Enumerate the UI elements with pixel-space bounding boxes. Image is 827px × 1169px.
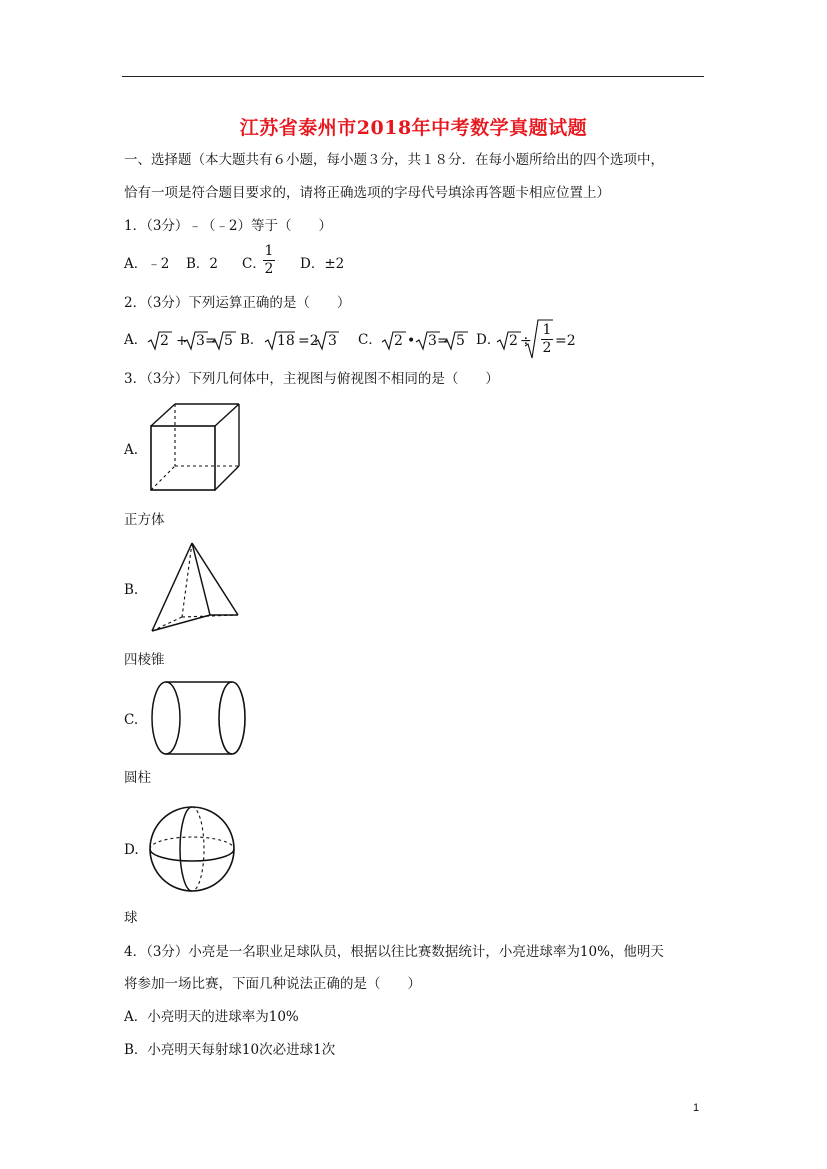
q2-option-c-label: C． bbox=[358, 332, 382, 348]
q4-stem-line2: 将参加一场比赛，下面几种说法正确的是（ ） bbox=[124, 976, 421, 992]
section-intro-line1: 一、选择题（本大题共有６小题，每小题３分，共１８分．在每小题所给出的四个选项中， bbox=[124, 152, 664, 168]
header-rule bbox=[122, 76, 704, 77]
cylinder-figure bbox=[146, 678, 250, 760]
q2-option-a-label: A． bbox=[124, 332, 148, 348]
q2-d-fraction bbox=[541, 322, 553, 357]
section-intro-line2: 恰有一项是符合题目要求的，请将正确选项的字母代号填涂再答题卡相应位置上） bbox=[124, 185, 610, 201]
q3-option-a-label: A. bbox=[124, 442, 139, 458]
q2-d-equals: =2 bbox=[555, 333, 576, 349]
q2-b-radicand-2: 3 bbox=[328, 333, 337, 349]
q2-a-radicand-2: 3 bbox=[196, 333, 205, 349]
q1-c-denominator: 2 bbox=[264, 261, 274, 277]
q2-a-equals: = bbox=[205, 333, 217, 349]
q1-c-numerator: 1 bbox=[264, 243, 274, 259]
cube-figure bbox=[146, 400, 246, 495]
q3-option-b-caption: 四棱锥 bbox=[124, 652, 165, 668]
q1-option-c-label: C． bbox=[242, 256, 266, 272]
q2-d-divide: ÷ bbox=[520, 333, 532, 349]
q2-b-equals: =2 bbox=[298, 333, 319, 349]
q4-stem-line1: 4．（3分）小亮是一名职业足球队员，根据以往比赛数据统计，小亮进球率为10%，他明天 bbox=[124, 944, 664, 960]
q2-d-numerator: 1 bbox=[542, 322, 552, 338]
q2-c-dot: • bbox=[407, 333, 416, 349]
pyramid-figure bbox=[146, 540, 246, 636]
q2-c-radicand-3: 5 bbox=[456, 333, 465, 349]
q2-a-radicand-1: 2 bbox=[160, 333, 169, 349]
q3-option-a-caption: 正方体 bbox=[124, 512, 165, 528]
q2-c-radicand-2: 3 bbox=[428, 333, 437, 349]
q4-option-a: A．小亮明天的进球率为10% bbox=[124, 1009, 299, 1025]
q2-option-b-label: B． bbox=[240, 332, 264, 348]
q1-option-d: D．±2 bbox=[300, 256, 345, 272]
sphere-figure bbox=[146, 804, 238, 894]
q2-d-denominator: 2 bbox=[542, 340, 552, 356]
q2-a-radicand-3: 5 bbox=[224, 333, 233, 349]
q1-option-a: A．﹣2 bbox=[124, 256, 170, 272]
q3-option-d-caption: 球 bbox=[124, 910, 138, 926]
q3-stem: 3．（3分）下列几何体中，主视图与俯视图不相同的是（ ） bbox=[124, 371, 499, 387]
page-title: 江苏省泰州市2018年中考数学真题试题 bbox=[239, 117, 588, 139]
q1-option-c-fraction bbox=[263, 243, 275, 278]
q2-c-equals: = bbox=[437, 333, 449, 349]
q1-option-b: B．2 bbox=[186, 256, 219, 272]
q2-a-plus: + bbox=[176, 333, 188, 349]
q2-option-d-label: D． bbox=[476, 332, 501, 348]
q2-c-radicand-1: 2 bbox=[394, 333, 403, 349]
page-number: 1 bbox=[693, 1102, 700, 1114]
q3-option-d-label: D. bbox=[124, 842, 139, 858]
q2-stem: 2．（3分）下列运算正确的是（ ） bbox=[124, 295, 351, 311]
q3-option-c-caption: 圆柱 bbox=[124, 770, 151, 786]
q2-d-radicand-1: 2 bbox=[509, 333, 518, 349]
q2-b-radicand-1: 18 bbox=[277, 333, 295, 349]
q4-option-b: B．小亮明天每射球10次必进球1次 bbox=[124, 1042, 336, 1058]
q3-option-c-label: C. bbox=[124, 712, 139, 728]
q3-option-b-label: B. bbox=[124, 582, 139, 598]
q1-stem: 1．（3分）﹣（﹣2）等于（ ） bbox=[124, 218, 333, 234]
